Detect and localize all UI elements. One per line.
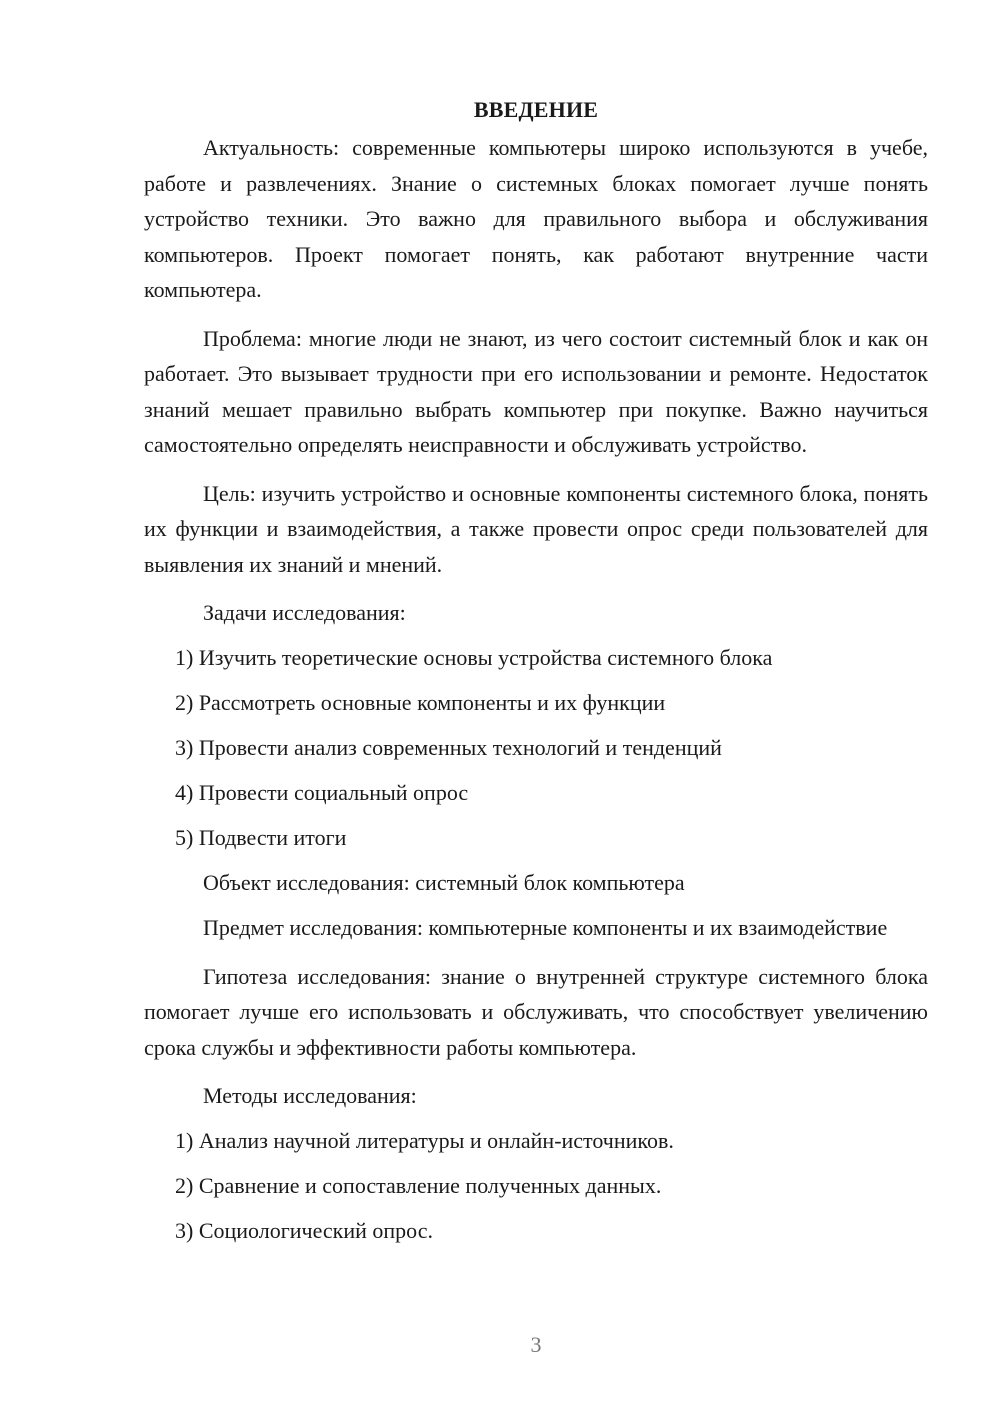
list-item: 3) Социологический опрос. [175,1218,433,1243]
tasks-list [144,640,928,855]
methods-list [144,1123,928,1248]
list-item: 1) Изучить теоретические основы устройства системного блока [175,645,773,670]
relevance-paragraph: Актуальность: современные компьютеры широко используются в учебе, работе и развлечениях. Знание о системных блоках помогает лучше понять устройство техники. Это важно для правильного выбора и обслуживания компьютеров. Проект помогает понять, как работают внутренние части компьютера. [144,135,928,302]
list-item: 3) Провести анализ современных технологий и тенденций [175,735,722,760]
goal-paragraph: Цель: изучить устройство и основные компоненты системного блока, понять их функции и взаимодействия, а также провести опрос среди пользователей для выявления их знаний и мнений. [144,480,928,577]
list-item: 1) Анализ научной литературы и онлайн-источников. [175,1128,674,1153]
list-item: 2) Рассмотреть основные компоненты и их функции [175,690,666,715]
object-line: Объект исследования: системный блок компьютера [203,870,685,895]
hypothesis-paragraph: Гипотеза исследования: знание о внутренней структуре системного блока помогает лучше его использовать и обслуживать, что способствует увеличению срока службы и эффективности работы компьютера. [144,963,928,1060]
page-content [144,92,928,1258]
methods-heading: Методы исследования: [203,1083,417,1108]
section-title: ВВЕДЕНИЕ [473,97,599,122]
problem-paragraph: Проблема: многие люди не знают, из чего состоит системный блок и как он работает. Это вызывает трудности при его использовании и ремонте. Недостаток знаний мешает правильно выбрать компьютер при покупке. Важно научиться самостоятельно определять неисправности и обслуживать устройство. [144,325,928,457]
tasks-heading: Задачи исследования: [203,600,406,625]
list-item: 2) Сравнение и сопоставление полученных данных. [175,1173,662,1198]
page-number: 3 [530,1332,542,1357]
list-item: 4) Провести социальный опрос [175,780,469,805]
subject-paragraph: Предмет исследования: компьютерные компоненты и их взаимодействие [203,915,888,940]
list-item: 5) Подвести итоги [175,825,347,850]
